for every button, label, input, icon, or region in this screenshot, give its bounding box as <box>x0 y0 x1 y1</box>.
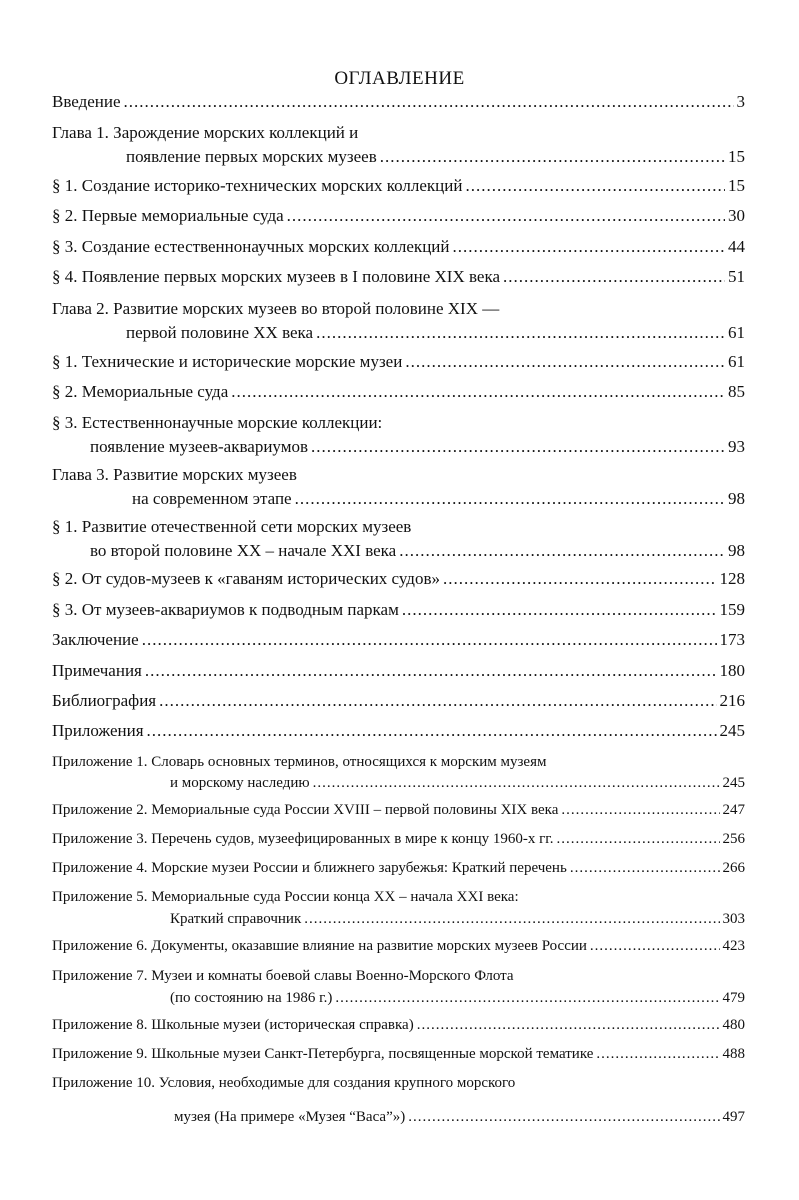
entry-title-cont: на современном этапе <box>132 489 292 508</box>
page-number: 216 <box>719 691 745 710</box>
leader-dots <box>335 986 719 1010</box>
leader-dots <box>561 798 719 822</box>
leader-dots <box>316 321 725 345</box>
leader-dots <box>405 350 725 374</box>
page-number: 44 <box>728 237 745 256</box>
toc-entry <box>52 964 745 1010</box>
toc-entry <box>52 121 745 169</box>
page-number: 15 <box>728 176 745 195</box>
leader-dots <box>402 598 717 622</box>
page-number: 423 <box>722 938 745 954</box>
entry-title-cont: (по состоянию на 1986 г.) <box>170 990 333 1006</box>
toc-entry <box>52 1042 745 1066</box>
leader-dots <box>287 204 725 228</box>
entry-title: § 1. Технические и исторические морские музеи <box>52 352 403 371</box>
leader-dots <box>596 1042 719 1066</box>
entry-title: Приложение 8. Школьные музеи (историческая справка) <box>52 1017 414 1033</box>
entry-title-cont: и морскому наследию <box>170 775 310 791</box>
entry-title: Приложения <box>52 721 144 740</box>
toc-entry <box>52 90 745 114</box>
toc-entry <box>52 750 745 795</box>
entry-title: Приложение 7. Музеи и комнаты боевой славы Военно-Морского Флота <box>52 968 514 984</box>
entry-title: Примечания <box>52 661 142 680</box>
toc-entry <box>52 659 745 683</box>
leader-dots <box>147 719 717 743</box>
entry-title: Приложение 2. Мемориальные суда России XVIII – первой половины XIX века <box>52 802 559 818</box>
leader-dots <box>590 934 720 958</box>
page-number: 98 <box>728 489 745 508</box>
entry-title: Приложение 9. Школьные музеи Санкт-Петербурга, посвященные морской тематике <box>52 1046 594 1062</box>
entry-title: § 4. Появление первых морских музеев в I половине XIX века <box>52 267 500 286</box>
toc-entry <box>52 174 745 198</box>
entry-title-cont: появление музеев-аквариумов <box>90 437 308 456</box>
toc-entry <box>52 856 745 880</box>
toc-entry <box>52 297 745 345</box>
page-number: 3 <box>736 92 745 111</box>
entry-title: Приложение 10. Условия, необходимые для создания крупного морского <box>52 1075 516 1091</box>
entry-title: § 2. От судов-музеев к «гаваням исторических судов» <box>52 569 440 588</box>
entry-title: § 1. Развитие отечественной сети морских музеев <box>52 517 412 536</box>
page-number: 245 <box>722 775 745 791</box>
toc-entry <box>52 204 745 228</box>
leader-dots <box>380 145 725 169</box>
toc-entry <box>52 885 745 931</box>
leader-dots <box>443 567 717 591</box>
page-number: 93 <box>728 437 745 456</box>
page-number: 497 <box>722 1109 745 1125</box>
leader-dots <box>503 265 725 289</box>
page-number: 98 <box>728 541 745 560</box>
toc-entry <box>52 350 745 374</box>
entry-title: Приложение 3. Перечень судов, музеефицированных в мире к концу 1960-х гг. <box>52 831 554 847</box>
toc-entry <box>52 689 745 713</box>
page-number: 51 <box>728 267 745 286</box>
leader-dots <box>231 380 725 404</box>
page-number: 180 <box>719 661 745 680</box>
toc-entry <box>52 567 745 591</box>
page-number: 479 <box>722 990 745 1006</box>
page-number: 159 <box>719 600 745 619</box>
leader-dots <box>556 827 719 851</box>
leader-dots <box>145 659 717 683</box>
leader-dots <box>452 235 725 259</box>
entry-title: § 1. Создание историко-технических морских коллекций <box>52 176 463 195</box>
leader-dots <box>304 907 719 931</box>
entry-title: Приложение 6. Документы, оказавшие влияние на развитие морских музеев России <box>52 938 587 954</box>
page-title: ОГЛАВЛЕНИЕ <box>334 68 465 89</box>
entry-title: Глава 2. Развитие морских музеев во второй половине XIX — <box>52 299 500 318</box>
toc-entry <box>52 265 745 289</box>
leader-dots <box>159 689 716 713</box>
entry-title: Библиография <box>52 691 157 710</box>
entry-title: Глава 3. Развитие морских музеев <box>52 465 297 484</box>
entry-title: § 2. Мемориальные суда <box>52 382 229 401</box>
page-number: 266 <box>722 860 745 876</box>
entry-title: Введение <box>52 92 121 111</box>
page-number: 488 <box>722 1046 745 1062</box>
toc-entry <box>52 515 745 563</box>
page-number: 245 <box>719 721 745 740</box>
entry-title: Заключение <box>52 630 139 649</box>
page-number: 128 <box>719 569 745 588</box>
toc-entry <box>52 598 745 622</box>
leader-dots <box>465 174 725 198</box>
page-number: 30 <box>728 206 745 225</box>
toc-entry <box>52 798 745 822</box>
toc-entry <box>52 934 745 958</box>
toc-entry <box>52 628 745 652</box>
entry-title: Глава 1. Зарождение морских коллекций и <box>52 123 359 142</box>
leader-dots <box>142 628 717 652</box>
entry-title-cont: музея (На примере «Музея “Васа”») <box>174 1109 406 1125</box>
page-number: 173 <box>719 630 745 649</box>
entry-title-cont: Краткий справочник <box>170 911 302 927</box>
page-number: 85 <box>728 382 745 401</box>
toc-entry <box>52 235 745 259</box>
page-number: 256 <box>722 831 745 847</box>
leader-dots <box>399 539 725 563</box>
entry-title: Приложение 5. Мемориальные суда России конца XX – начала XXI века: <box>52 889 519 905</box>
entry-title: Приложение 1. Словарь основных терминов, относящихся к морским музеям <box>52 754 547 770</box>
entry-title: § 3. Создание естественнонаучных морских коллекций <box>52 237 450 256</box>
leader-dots <box>417 1013 720 1037</box>
toc-entry <box>52 1013 745 1037</box>
leader-dots <box>313 771 720 795</box>
leader-dots <box>570 856 720 880</box>
page-number: 61 <box>728 352 745 371</box>
toc-entry <box>52 719 745 743</box>
page-number: 15 <box>728 147 745 166</box>
entry-title-cont: первой половине XX века <box>126 323 314 342</box>
toc-entry <box>52 1071 745 1129</box>
leader-dots <box>408 1105 719 1129</box>
page-number: 303 <box>722 911 745 927</box>
leader-dots <box>311 435 725 459</box>
toc-entry <box>52 827 745 851</box>
entry-title: § 3. Естественнонаучные морские коллекции: <box>52 413 383 432</box>
entry-title: § 3. От музеев-аквариумов к подводным паркам <box>52 600 399 619</box>
entry-title-cont: появление первых морских музеев <box>126 147 377 166</box>
toc-entry <box>52 411 745 459</box>
page-number: 61 <box>728 323 745 342</box>
page-number: 480 <box>722 1017 745 1033</box>
page-number: 247 <box>722 802 745 818</box>
entry-title-cont: во второй половине XX – начале XXI века <box>90 541 397 560</box>
leader-dots <box>124 90 734 114</box>
entry-title: § 2. Первые мемориальные суда <box>52 206 284 225</box>
toc-entry <box>52 380 745 404</box>
entry-title: Приложение 4. Морские музеи России и ближнего зарубежья: Краткий перечень <box>52 860 567 876</box>
leader-dots <box>295 487 725 511</box>
toc-entry <box>52 463 745 511</box>
